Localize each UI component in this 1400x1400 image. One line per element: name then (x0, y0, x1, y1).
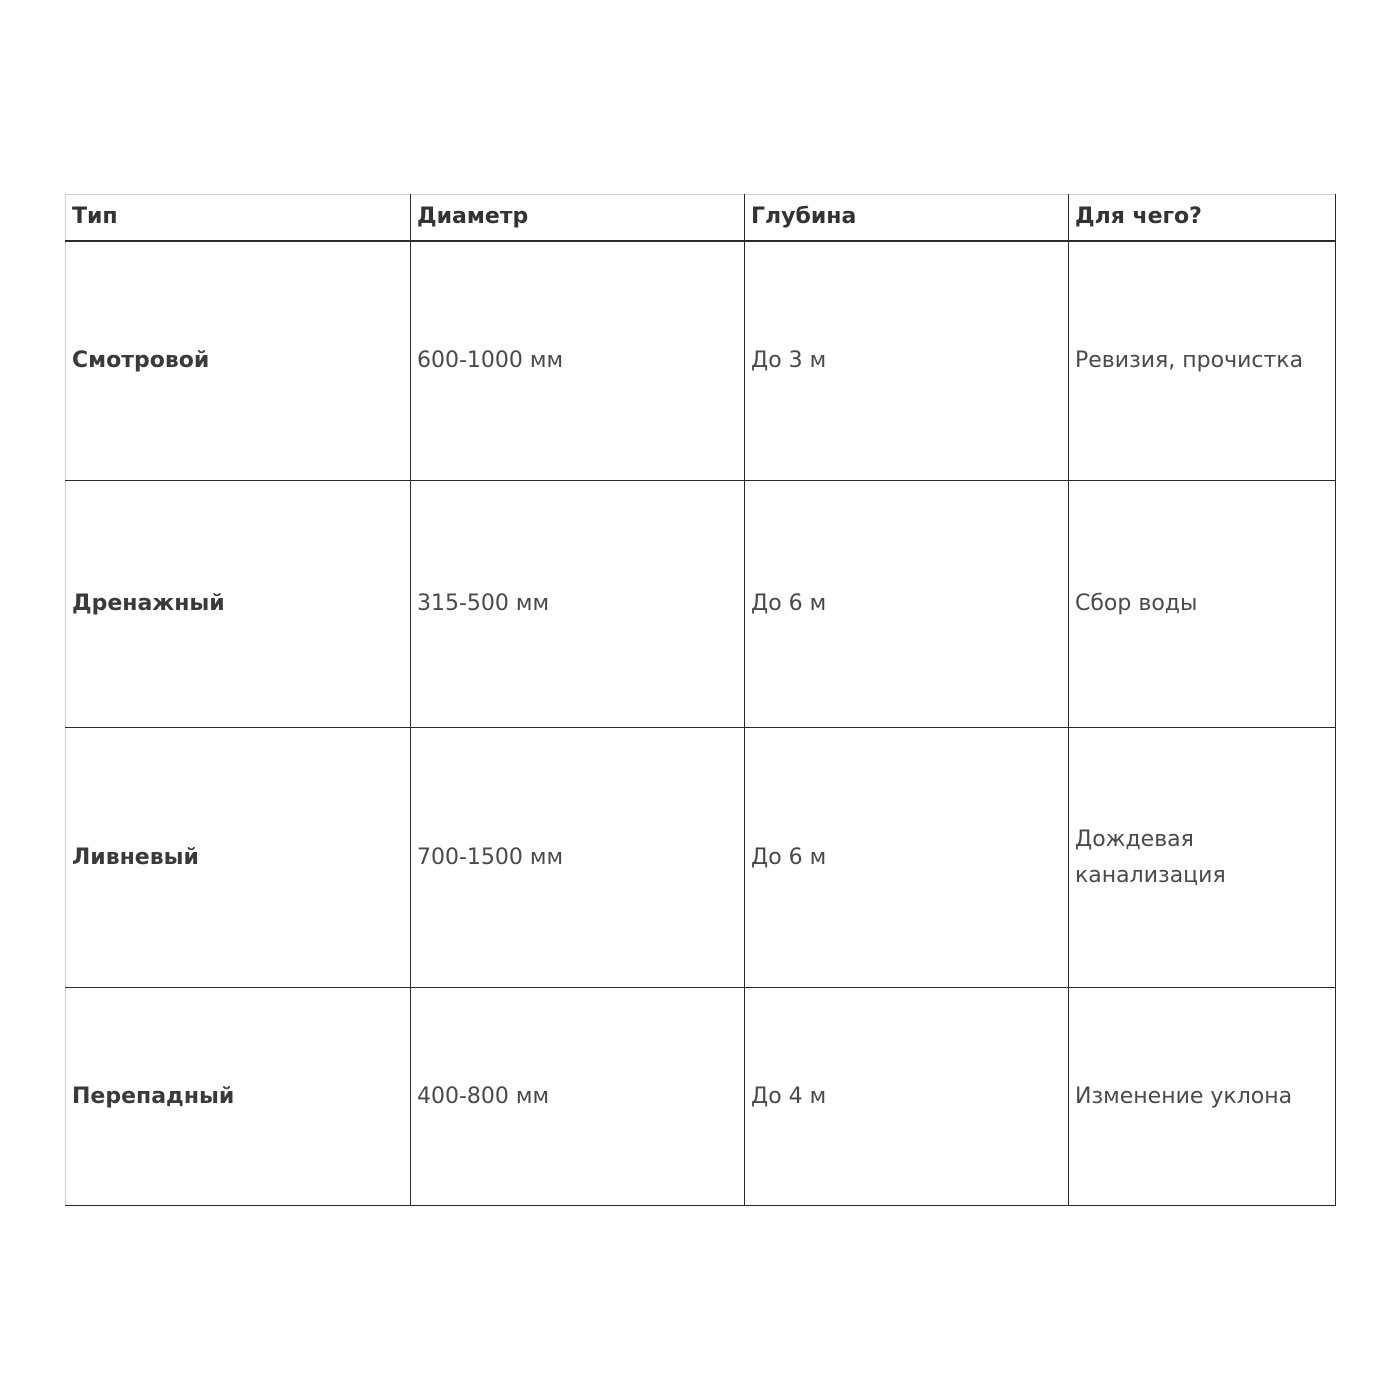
cell-type: Смотровой (66, 241, 411, 481)
cell-diameter: 700-1500 мм (411, 728, 745, 988)
cell-purpose (1069, 728, 1336, 988)
header-depth: Глубина (745, 195, 1069, 241)
cell-depth: До 6 м (745, 728, 1069, 988)
cell-purpose-line1: Дождевая (1075, 826, 1194, 852)
well-types-table (65, 194, 1336, 1206)
cell-depth: До 3 м (745, 241, 1069, 481)
table-row (66, 481, 1336, 728)
cell-type: Перепадный (66, 988, 411, 1206)
cell-depth: До 4 м (745, 988, 1069, 1206)
table-header-row (66, 195, 1336, 241)
cell-depth: До 6 м (745, 481, 1069, 728)
cell-purpose: Ревизия, прочистка (1069, 241, 1336, 481)
cell-type: Ливневый (66, 728, 411, 988)
cell-diameter: 600-1000 мм (411, 241, 745, 481)
table-row (66, 241, 1336, 481)
header-purpose: Для чего? (1069, 195, 1336, 241)
table-row (66, 988, 1336, 1206)
cell-diameter: 315-500 мм (411, 481, 745, 728)
table-row (66, 728, 1336, 988)
header-type: Тип (66, 195, 411, 241)
cell-diameter: 400-800 мм (411, 988, 745, 1206)
cell-purpose: Изменение уклона (1069, 988, 1336, 1206)
cell-type: Дренажный (66, 481, 411, 728)
well-types-table-container (65, 194, 1335, 1206)
header-diameter: Диаметр (411, 195, 745, 241)
cell-purpose: Сбор воды (1069, 481, 1336, 728)
cell-purpose-line2: канализация (1075, 862, 1226, 888)
